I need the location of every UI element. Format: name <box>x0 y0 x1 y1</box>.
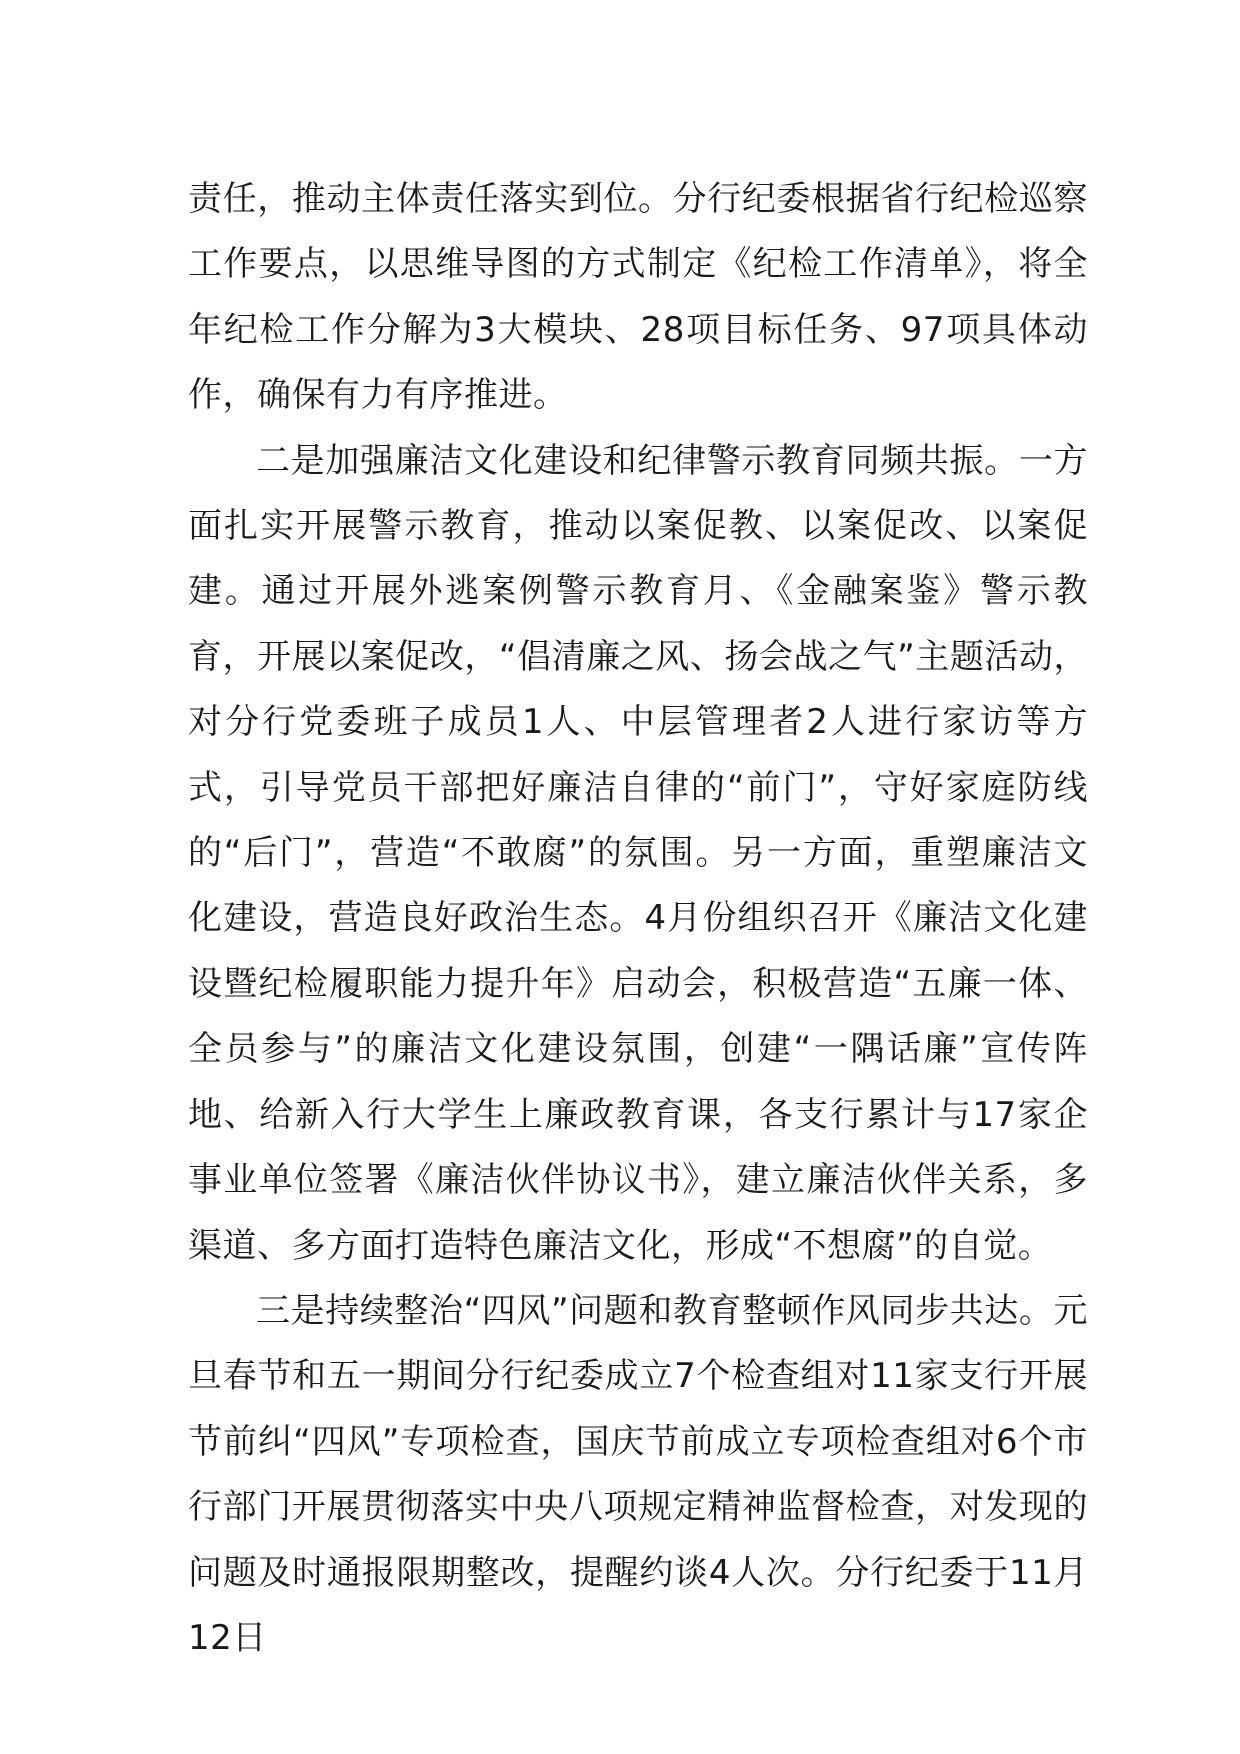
paragraph-responsibility: 责任，推动主体责任落实到位。分行纪委根据省行纪检巡察工作要点，以思维导图的方式制定《纪检工作清单》，将全年纪检工作分解为3大模块、28项目标任务、97项具体动作，确保有力有序推进。 <box>188 179 1088 416</box>
paragraph-four-styles: 三是持续整治“四风”问题和教育整顿作风同步共达。元旦春节和五一期间分行纪委成立7个检查组对11家支行开展节前纠“四风”专项检查，国庆节前成立专项检查组对6个市行部门开展贯彻落实中央八项规定精神监督检查，对发现的问题及时通报限期整改，提醒约谈4人次。分行纪委于11月12日 <box>188 1290 1088 1658</box>
document-body <box>188 167 1088 1671</box>
paragraph-clean-culture: 二是加强廉洁文化建设和纪律警示教育同频共振。一方面扎实开展警示教育，推动以案促教、以案促改、以案促建。通过开展外逃案例警示教育月、《金融案鉴》警示教育，开展以案促改，“倡清廉之风、扬会战之气”主题活动，对分行党委班子成员1人、中层管理者2人进行家访等方式，引导党员干部把好廉洁自律的“前门”，守好家庭防线的“后门”，营造“不敢腐”的氛围。另一方面，重塑廉洁文化建设，营造良好政治生态。4月份组织召开《廉洁文化建设暨纪检履职能力提升年》启动会，积极营造“五廉一体、全员参与”的廉洁文化建设氛围，创建“一隅话廉”宣传阵地、给新入行大学生上廉政教育课，各支行累计与17家企事业单位签署《廉洁伙伴协议书》，建立廉洁伙伴关系，多渠道、多方面打造特色廉洁文化，形成“不想腐”的自觉。 <box>188 440 1088 1266</box>
